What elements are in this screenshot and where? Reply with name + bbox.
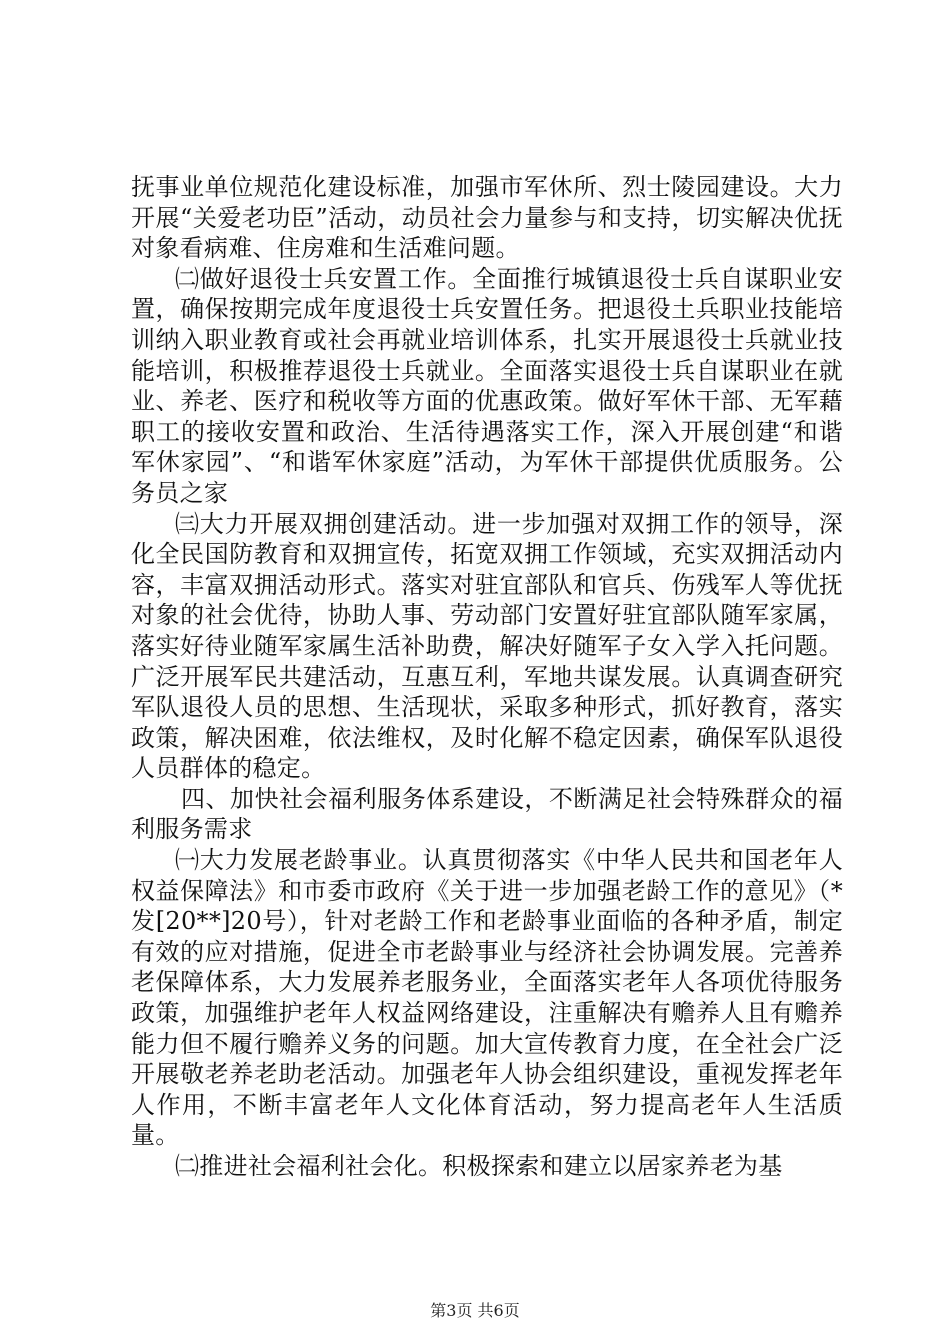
document-body	[131, 172, 843, 1182]
paragraph-veteran-resettlement: ㈡做好退役士兵安置工作。全面推行城镇退役士兵自谋职业安置，确保按期完成年度退役士兵安置任务。把退役土兵职业技能培训纳入职业教育或社会再就业培训体系，扎实开展退役士兵就业技能培训，积极推荐退役士兵就业。全面落实退役士兵自谋职业在就业、养老、医疗和税收等方面的优惠政策。做好军休干部、无军藉职工的接收安置和政治、生活待遇落实工作，深入开展创建“和谐军休家园”、“和谐军休家庭”活动，为军休干部提供优质服务。公务员之家	[131, 264, 843, 507]
page-number: 第3页 共6页	[430, 1301, 520, 1320]
page-footer	[0, 1301, 950, 1321]
section-heading-four: 四、加快社会福利服务体系建设，不断满足社会特殊群众的福利服务需求	[131, 784, 843, 844]
paragraph-elderly-affairs: ㈠大力发展老龄事业。认真贯彻落实《中华人民共和国老年人权益保障法》和市委市政府《关于进一步加强老龄工作的意见》（*发[20**]20号），针对老龄工作和老龄事业面临的各种矛盾，制定有效的应对措施，促进全市老龄事业与经济社会协调发展。完善养老保障体系，大力发展养老服务业，全面落实老年人各项优待服务政策，加强维护老年人权益网络建设，注重解决有赡养人且有赡养能力但不履行赡养义务的问题。加大宣传教育力度，在全社会广泛开展敬老养老助老活动。加强老年人协会组织建设，重视发挥老年人作用，不断丰富老年人文化体育活动，努力提高老年人生活质量。	[131, 846, 843, 1150]
paragraph-continuation: 抚事业单位规范化建设标准，加强市军休所、烈士陵园建设。大力开展“关爱老功臣”活动，动员社会力量参与和支持，切实解决优抚对象看病难、住房难和生活难问题。	[131, 173, 843, 263]
paragraph-welfare-socialization: ㈡推进社会福利社会化。积极探索和建立以居家养老为基	[175, 1152, 783, 1180]
paragraph-double-support: ㈢大力开展双拥创建活动。进一步加强对双拥工作的领导，深化全民国防教育和双拥宣传，拓宽双拥工作领域，充实双拥活动内容，丰富双拥活动形式。落实对驻宜部队和官兵、伤残军人等优抚对象的社会优待，协助人事、劳动部门安置好驻宜部队随军家属，落实好待业随军家属生活补助费，解决好随军子女入学入托问题。广泛开展军民共建活动，互惠互利，军地共谋发展。认真调查研究军队退役人员的思想、生活现状，采取多种形式，抓好教育，落实政策，解决困难，依法维权，及时化解不稳定因素，确保军队退役人员群体的稳定。	[131, 509, 843, 783]
